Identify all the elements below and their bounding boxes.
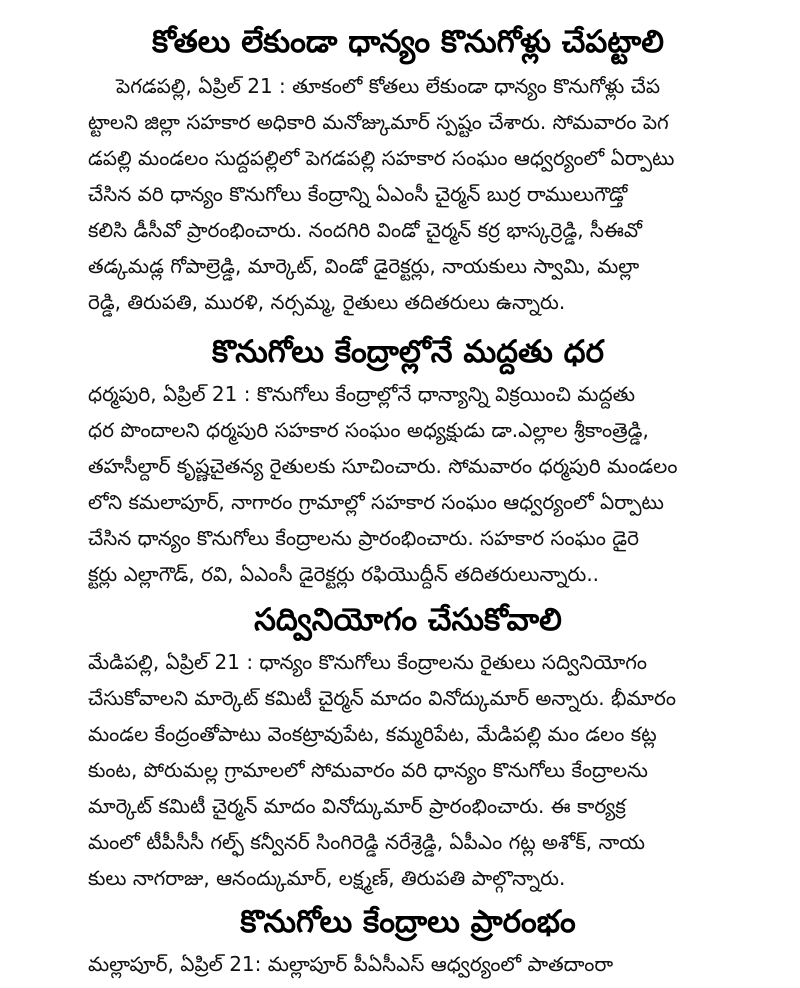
body-line: పెగడపల్లి, ఏప్రిల్ 21 : తూకంలో కోతలు లేకుండా ధాన్యం కొనుగోళ్లు చేప bbox=[116, 74, 661, 98]
body-line: చేసుకోవాలని మార్కెట్ కమిటీ చైర్మన్ మాదం వినోద్కుమార్ అన్నారు. భీమారం bbox=[88, 686, 676, 710]
body-line: డపల్లి మండలం సుద్దపల్లిలో పెగడపల్లి సహకార సంఘం ఆధ్వర్యంలో ఏర్పాటు bbox=[88, 146, 675, 170]
article-2 bbox=[88, 332, 728, 592]
article-headline: కోతలు లేకుండా ధాన్యం కొనుగోళ్లు చేపట్టాలి bbox=[152, 24, 664, 60]
body-line: ట్టాలని జిల్లా సహకార అధికారి మనోజ్కుమార్ స్పష్టం చేశారు. సోమవారం పెగ bbox=[88, 110, 669, 134]
body-line: మార్కెట్ కమిటీ చైర్మన్ మాదం వినోద్కుమార్ ప్రారంభించారు. ఈ కార్యక్ర bbox=[88, 794, 626, 818]
body-line: మల్లాపూర్, ఏప్రిల్ 21: మల్లాపూర్ పీఏసీఎస్ ఆధ్వర్యంలో పాతదాంరా bbox=[88, 952, 614, 976]
cut-off-text-line bbox=[120, 0, 680, 8]
article-headline: కొనుగోలు కేంద్రాలు ప్రారంభం bbox=[240, 904, 576, 940]
body-line: తడ్కమడ్ల గోపాల్రెడ్డి, మార్కెట్, విండో డైరెక్టర్లు, నాయకులు స్వామి, మల్లా bbox=[88, 254, 640, 278]
body-line: చేసిన ధాన్యం కొనుగోలు కేంద్రాలను ప్రారంభించారు. సహకార సంఘం డైరె bbox=[88, 526, 639, 550]
article-body bbox=[88, 946, 728, 982]
article-4 bbox=[88, 902, 728, 982]
body-line: తహసీల్దార్ కృష్ణచైతన్య రైతులకు సూచించారు. సోమవారం ధర్మపురి మండలం bbox=[88, 454, 678, 478]
body-line: ధర్మపురి, ఏప్రిల్ 21 : కొనుగోలు కేంద్రాల్లోనే ధాన్యాన్ని విక్రయించి మద్దతు bbox=[88, 382, 636, 406]
body-line: కలిసి డీసీవో ప్రారంభించారు. నందగిరి విండో చైర్మన్ కర్ర భాస్కర్రెడ్డి, సీఈవో bbox=[88, 218, 642, 242]
article-body bbox=[88, 644, 728, 896]
body-line: లోని కమలాపూర్, నాగారం గ్రామాల్లో సహకార సంఘం ఆధ్వర్యంలో ఏర్పాటు bbox=[88, 490, 664, 514]
body-line: ధర పొందాలని ధర్మపురి సహకార సంఘం అధ్యక్షుడు డా.ఎల్లాల శ్రీకాంత్రెడ్డి, bbox=[88, 418, 649, 442]
body-line: మేడిపల్లి, ఏప్రిల్ 21 : ధాన్యం కొనుగోలు కేంద్రాలను రైతులు సద్వినియోగం bbox=[88, 650, 648, 674]
article-3 bbox=[88, 600, 728, 896]
article-1 bbox=[88, 22, 728, 320]
body-line: కులు నాగరాజు, ఆనంద్కుమార్, లక్ష్మణ్, తిరుపతి పాల్గొన్నారు. bbox=[88, 866, 566, 890]
article-headline: సద్వినియోగం చేసుకోవాలి bbox=[254, 602, 562, 638]
body-line: రెడ్డి, తిరుపతి, మురళి, నర్సమ్మ, రైతులు తదితరులు ఉన్నారు. bbox=[88, 290, 566, 314]
article-body bbox=[88, 376, 728, 592]
body-line: మండల కేంద్రంతోపాటు వెంకట్రావుపేట, కమ్మరిపేట, మేడిపల్లి మం డలం కట్ల bbox=[88, 722, 657, 746]
body-line: క్టర్లు ఎల్లాగౌడ్, రవి, ఏఎంసీ డైరెక్టర్లు రఫియొద్దీన్ తదితరులున్నారు.. bbox=[88, 562, 600, 586]
article-body bbox=[88, 68, 728, 320]
article-headline: కొనుగోలు కేంద్రాల్లోనే మద్దతు ధర bbox=[212, 334, 604, 370]
body-line: కుంట, పోరుమల్ల గ్రామాలలో సోమవారం వరి ధాన్యం కొనుగోలు కేంద్రాలను bbox=[88, 758, 648, 782]
body-line: మంలో టీపీసీసీ గల్ఫ్ కన్వీనర్ సింగిరెడ్డి నరేశ్రెడ్డి, ఏపీఎం గట్ల అశోక్, నాయ bbox=[88, 830, 646, 854]
body-line: చేసిన వరి ధాన్యం కొనుగోలు కేంద్రాన్ని ఏఎంసీ చైర్మన్ బుర్ర రాములుగౌడ్తో bbox=[88, 182, 628, 206]
